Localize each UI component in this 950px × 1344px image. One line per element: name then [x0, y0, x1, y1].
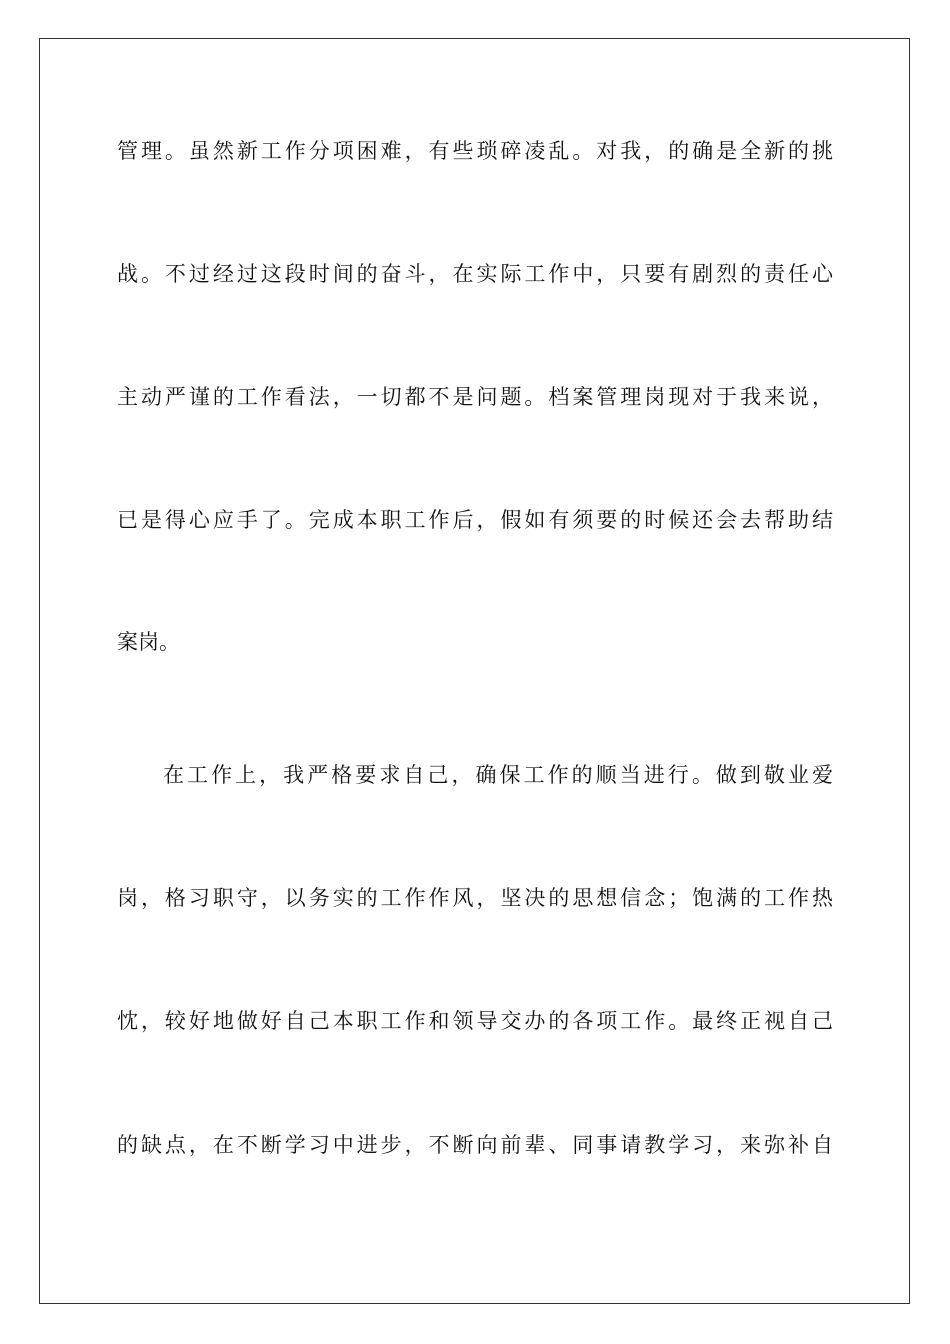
- paragraph-line-4: 已是得心应手了。完成本职工作后，假如有须要的时候还会去帮助结: [117, 508, 833, 532]
- paragraph-line-7: 岗，格习职守，以务实的工作作风，坚决的思想信念；饱满的工作热: [117, 886, 833, 910]
- paragraph-line-5: 案岗。: [117, 630, 180, 654]
- paragraph-line-2: 战。不过经过这段时间的奋斗，在实际工作中，只要有剧烈的责任心: [117, 262, 833, 286]
- paragraph-line-6: 在工作上，我严格要求自己，确保工作的顺当进行。做到敬业爱: [163, 763, 833, 787]
- paragraph-line-8: 忱，较好地做好自己本职工作和领导交办的各项工作。最终正视自己: [117, 1009, 833, 1033]
- paragraph-line-1: 管理。虽然新工作分项困难，有些琐碎凌乱。对我，的确是全新的挑: [117, 139, 833, 163]
- paragraph-line-3: 主动严谨的工作看法，一切都不是问题。档案管理岗现对于我来说，: [117, 385, 833, 409]
- paragraph-line-9: 的缺点，在不断学习中进步，不断向前辈、同事请教学习，来弥补自: [117, 1133, 833, 1157]
- page-border: [39, 38, 910, 1304]
